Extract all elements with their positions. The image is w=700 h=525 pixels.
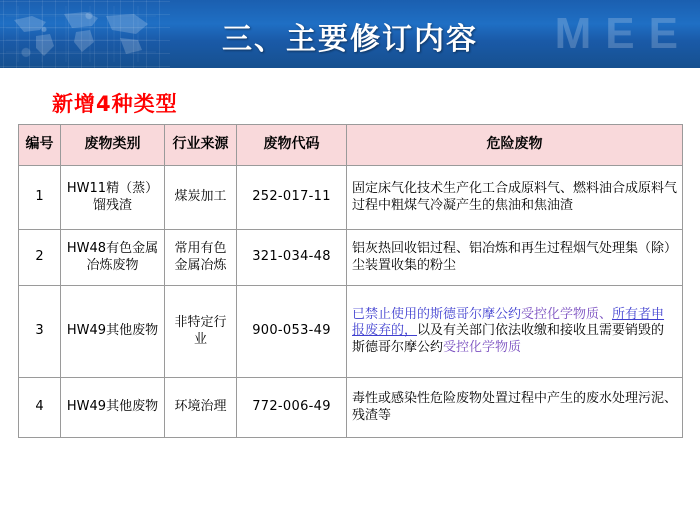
cell-source: 常用有色金属冶炼 (165, 230, 237, 286)
cell-category: HW49其他废物 (61, 286, 165, 378)
table-row (19, 286, 683, 378)
cell-category: HW11精（蒸）馏残渣 (61, 166, 165, 230)
hazardous-waste-table (18, 124, 683, 438)
banner-watermark: MEE (554, 9, 692, 58)
cell-category: HW49其他废物 (61, 378, 165, 438)
cell-source: 环境治理 (165, 378, 237, 438)
cell-category: HW48有色金属冶炼废物 (61, 230, 165, 286)
table-row (19, 166, 683, 230)
cell-description: 铝灰热回收铝过程、铝冶炼和再生过程烟气处理集（除）尘装置收集的粉尘 (347, 230, 683, 286)
description-fragment: 以及有关部门依法收缴和接收且需要销毁的斯德哥尔摩公约 (352, 323, 665, 355)
cell-code: 900-053-49 (237, 286, 347, 378)
cell-description: 固定床气化技术生产化工合成原料气、燃料油合成原料气过程中粗煤气冷凝产生的焦油和焦油渣 (347, 166, 683, 230)
description-fragment: 受控化学物质、 (521, 306, 613, 322)
hazardous-waste-table-wrapper (18, 124, 682, 438)
section-subtitle: 新增4种类型 (52, 92, 178, 116)
cell-num: 3 (19, 286, 61, 378)
cell-num: 2 (19, 230, 61, 286)
header-banner (0, 0, 700, 68)
col-header-code: 废物代码 (237, 125, 347, 166)
cell-num: 4 (19, 378, 61, 438)
description-fragment: 所有者申报废弃的， (352, 306, 665, 339)
col-header-category: 废物类别 (61, 125, 165, 166)
cell-code: 772-006-49 (237, 378, 347, 438)
table-header-row (19, 125, 683, 166)
cell-description: 毒性或感染性危险废物处置过程中产生的废水处理污泥、残渣等 (347, 378, 683, 438)
table-row (19, 230, 683, 286)
cell-source: 非特定行业 (165, 286, 237, 378)
col-header-num: 编号 (19, 125, 61, 166)
description-fragment: 受控化学物质 (443, 339, 522, 355)
cell-source: 煤炭加工 (165, 166, 237, 230)
col-header-waste: 危险废物 (347, 125, 683, 166)
table-row (19, 378, 683, 438)
col-header-source: 行业来源 (165, 125, 237, 166)
description-fragment: 已禁止使用的斯德哥尔摩公约 (352, 306, 522, 322)
cell-num: 1 (19, 166, 61, 230)
page-title: 三、主要修订内容 (222, 22, 478, 57)
cell-code: 252-017-11 (237, 166, 347, 230)
cell-code: 321-034-48 (237, 230, 347, 286)
cell-description-rich (347, 286, 683, 378)
